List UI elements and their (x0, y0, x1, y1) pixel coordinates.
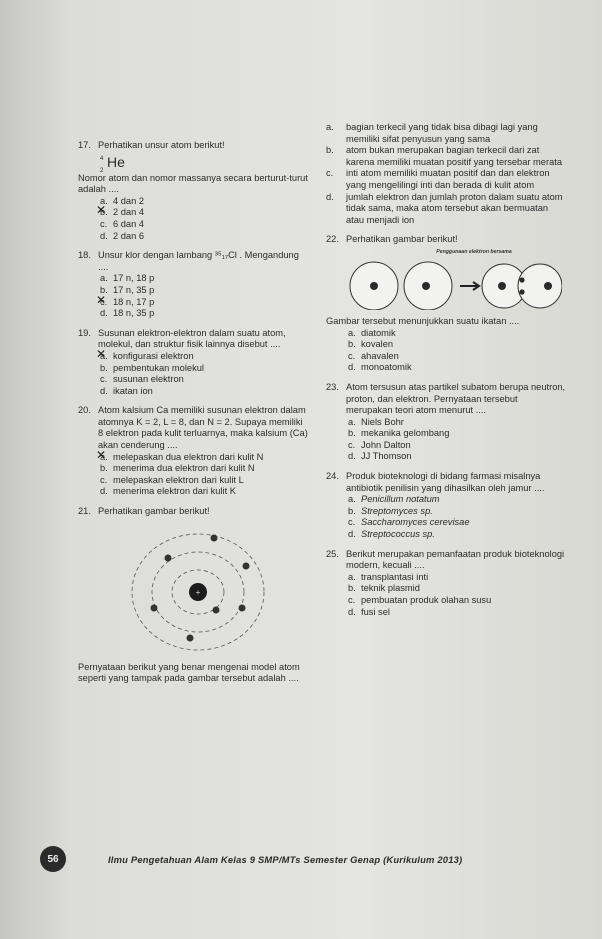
question-21-options (326, 122, 566, 226)
option-c[interactable]: c. John Dalton (348, 439, 411, 450)
option-d[interactable]: d. JJ Thomson (348, 451, 412, 462)
question-21 (78, 506, 310, 685)
option-d[interactable]: d. jumlah elektron dan jumlah proton dalam suatu atom tidak sama, maka atom tersebut akan bermuatan atau menjadi ion (326, 191, 563, 225)
question-number: 24. (326, 471, 339, 482)
option-d[interactable]: d. 18 n, 35 p (100, 308, 155, 319)
option-d[interactable]: d. fusi sel (348, 606, 390, 617)
option-b[interactable]: b. 17 n, 35 p (100, 284, 155, 295)
option-c[interactable]: c. ✕ 18 n, 17 p (78, 297, 310, 309)
question-20 (78, 405, 310, 498)
option-b[interactable]: b. menerima dua elektron dari kulit N (100, 463, 255, 474)
question-number: 20. (78, 405, 91, 416)
question-17 (78, 140, 310, 242)
question-number: 21. (78, 506, 91, 517)
question-22 (326, 234, 566, 374)
option-c[interactable]: c. ahavalen (348, 350, 399, 361)
option-d[interactable]: d. 2 dan 6 (100, 230, 145, 241)
nucleus-dot (422, 282, 430, 290)
question-number: 19. (78, 327, 91, 338)
question-stem: Berikut merupakan pemanfaatan produk bioteknologi modern, kecuali .... (346, 548, 565, 571)
option-d[interactable]: d. monoatomik (348, 362, 412, 373)
option-c[interactable]: c. melepaskan elektron dari kulit L (100, 474, 244, 485)
option-a[interactable]: a. ✕ melepaskan dua elektron dari kulit N (78, 452, 310, 464)
option-a[interactable]: a. ✕ konfigurasi elektron (78, 351, 310, 363)
question-19 (78, 328, 310, 398)
option-d[interactable]: d. ikatan ion (100, 385, 153, 396)
electron (187, 634, 194, 641)
question-number: 17. (78, 140, 91, 150)
question-stem: Perhatikan gambar berikut! (346, 234, 458, 245)
nucleus-dot (544, 282, 552, 290)
option-d[interactable]: d. menerima elektron dari kulit K (100, 486, 236, 497)
question-stem: Atom kalsium Ca memiliki susunan elektron dalam atomnya K = 2, L = 8, dan N = 2. Supaya memiliki 8 elektron pada kulit terluarnya, maka kalsium (Ca) akan cenderung .... (98, 405, 308, 451)
question-25 (326, 549, 566, 619)
option-a[interactable]: a. 4 dan 2 (100, 195, 145, 206)
option-b[interactable]: b. mekanika gelombang (348, 428, 450, 439)
question-number: 22. (326, 234, 339, 245)
option-b[interactable]: b. teknik plasmid (348, 583, 420, 594)
question-stem: Perhatikan gambar berikut! (98, 506, 210, 517)
question-stem-2: Gambar tersebut menunjukkan suatu ikatan .... (326, 315, 520, 326)
shared-electron (519, 289, 524, 294)
question-stem: Atom tersusun atas partikel subatom berupa neutron, proton, dan elektron. Pernyataan tersebut merupakan teori atom menurut .... (346, 381, 566, 416)
question-stem: Susunan elektron-elektron dalam suatu atom, molekul, dan struktur fisik lainnya disebut .... (98, 327, 286, 350)
book-title: Ilmu Pengetahuan Alam Kelas 9 SMP/MTs Semester Genap (Kurikulum 2013) (108, 853, 463, 865)
option-a[interactable]: a. diatomik (348, 327, 396, 338)
option-b[interactable]: b. pembentukan molekul (100, 362, 204, 373)
question-stem: Unsur klor dengan lambang ³⁵₁₇Cl . Mengandung .... (98, 250, 299, 272)
option-a[interactable]: a. Penicillum notatum (348, 494, 440, 505)
question-stem: Perhatikan unsur atom berikut! (98, 140, 225, 150)
electron (243, 562, 250, 569)
question-18 (78, 250, 310, 320)
left-column (78, 140, 310, 693)
covalent-bond-figure (326, 246, 562, 310)
question-number: 18. (78, 250, 91, 261)
nucleus-dot (370, 282, 378, 290)
electron (239, 604, 246, 611)
electron (165, 554, 172, 561)
shared-electron (519, 277, 524, 282)
question-stem: Produk bioteknologi di bidang farmasi misalnya antibiotik penilisin yang dihasilkan oleh jamur .... (346, 471, 545, 493)
electron (211, 534, 218, 541)
option-a[interactable]: a. bagian terkecil yang tidak bisa dibagi lagi yang memiliki sifat penyusun yang sama (326, 122, 538, 144)
electron (151, 604, 158, 611)
helium-symbol-box (100, 153, 125, 174)
arrow-right-icon (460, 282, 479, 290)
option-c[interactable]: c. Saccharomyces cerevisae (348, 517, 470, 528)
mass-number: 4 (100, 155, 104, 162)
page-footer (40, 848, 580, 870)
option-c[interactable]: c. 6 dan 4 (100, 218, 145, 229)
option-c[interactable]: c. pembuatan produk olahan susu (348, 595, 492, 605)
option-a[interactable]: a. Niels Bohr (348, 416, 404, 427)
right-column (326, 122, 566, 626)
option-b[interactable]: b. atom bukan merupakan bagian terkecil dari zat karena memiliki muatan positif yang tersebar merata (326, 145, 562, 167)
option-b[interactable]: b. kovalen (348, 339, 394, 350)
electron (213, 606, 220, 613)
figure-caption: Penggunaan elektron bersama (436, 248, 512, 255)
question-number: 23. (326, 381, 339, 392)
element-symbol: He (107, 153, 125, 170)
atom-model-figure (98, 520, 298, 660)
option-b[interactable]: b. ✕ 2 dan 4 (78, 207, 310, 219)
option-b[interactable]: b. Streptomyces sp. (348, 505, 433, 516)
atomic-number: 2 (100, 167, 104, 174)
option-a[interactable]: a. 17 n, 18 p (100, 273, 155, 284)
plus-sign-icon: + (195, 587, 201, 597)
nucleus-dot (498, 282, 506, 290)
option-d[interactable]: d. Streptococcus sp. (348, 529, 435, 540)
question-23 (326, 382, 566, 463)
option-c[interactable]: c. susunan elektron (100, 374, 184, 385)
bonded-atom-right (518, 264, 562, 308)
option-a[interactable]: a. transplantasi inti (348, 571, 429, 582)
question-number: 25. (326, 548, 339, 559)
question-stem-2: Nomor atom dan nomor massanya secara berturut-turut adalah .... (78, 172, 308, 195)
question-24 (326, 471, 566, 541)
page-number: 56 (40, 846, 66, 872)
option-c[interactable]: c. inti atom memiliki muatan positif dan dan elektron yang mengelilingi inti dan berada di kulit atom (326, 168, 550, 190)
question-stem-2: Pernyataan berikut yang benar mengenai model atom seperti yang tampak pada gambar tersebut adalah .... (78, 661, 300, 684)
